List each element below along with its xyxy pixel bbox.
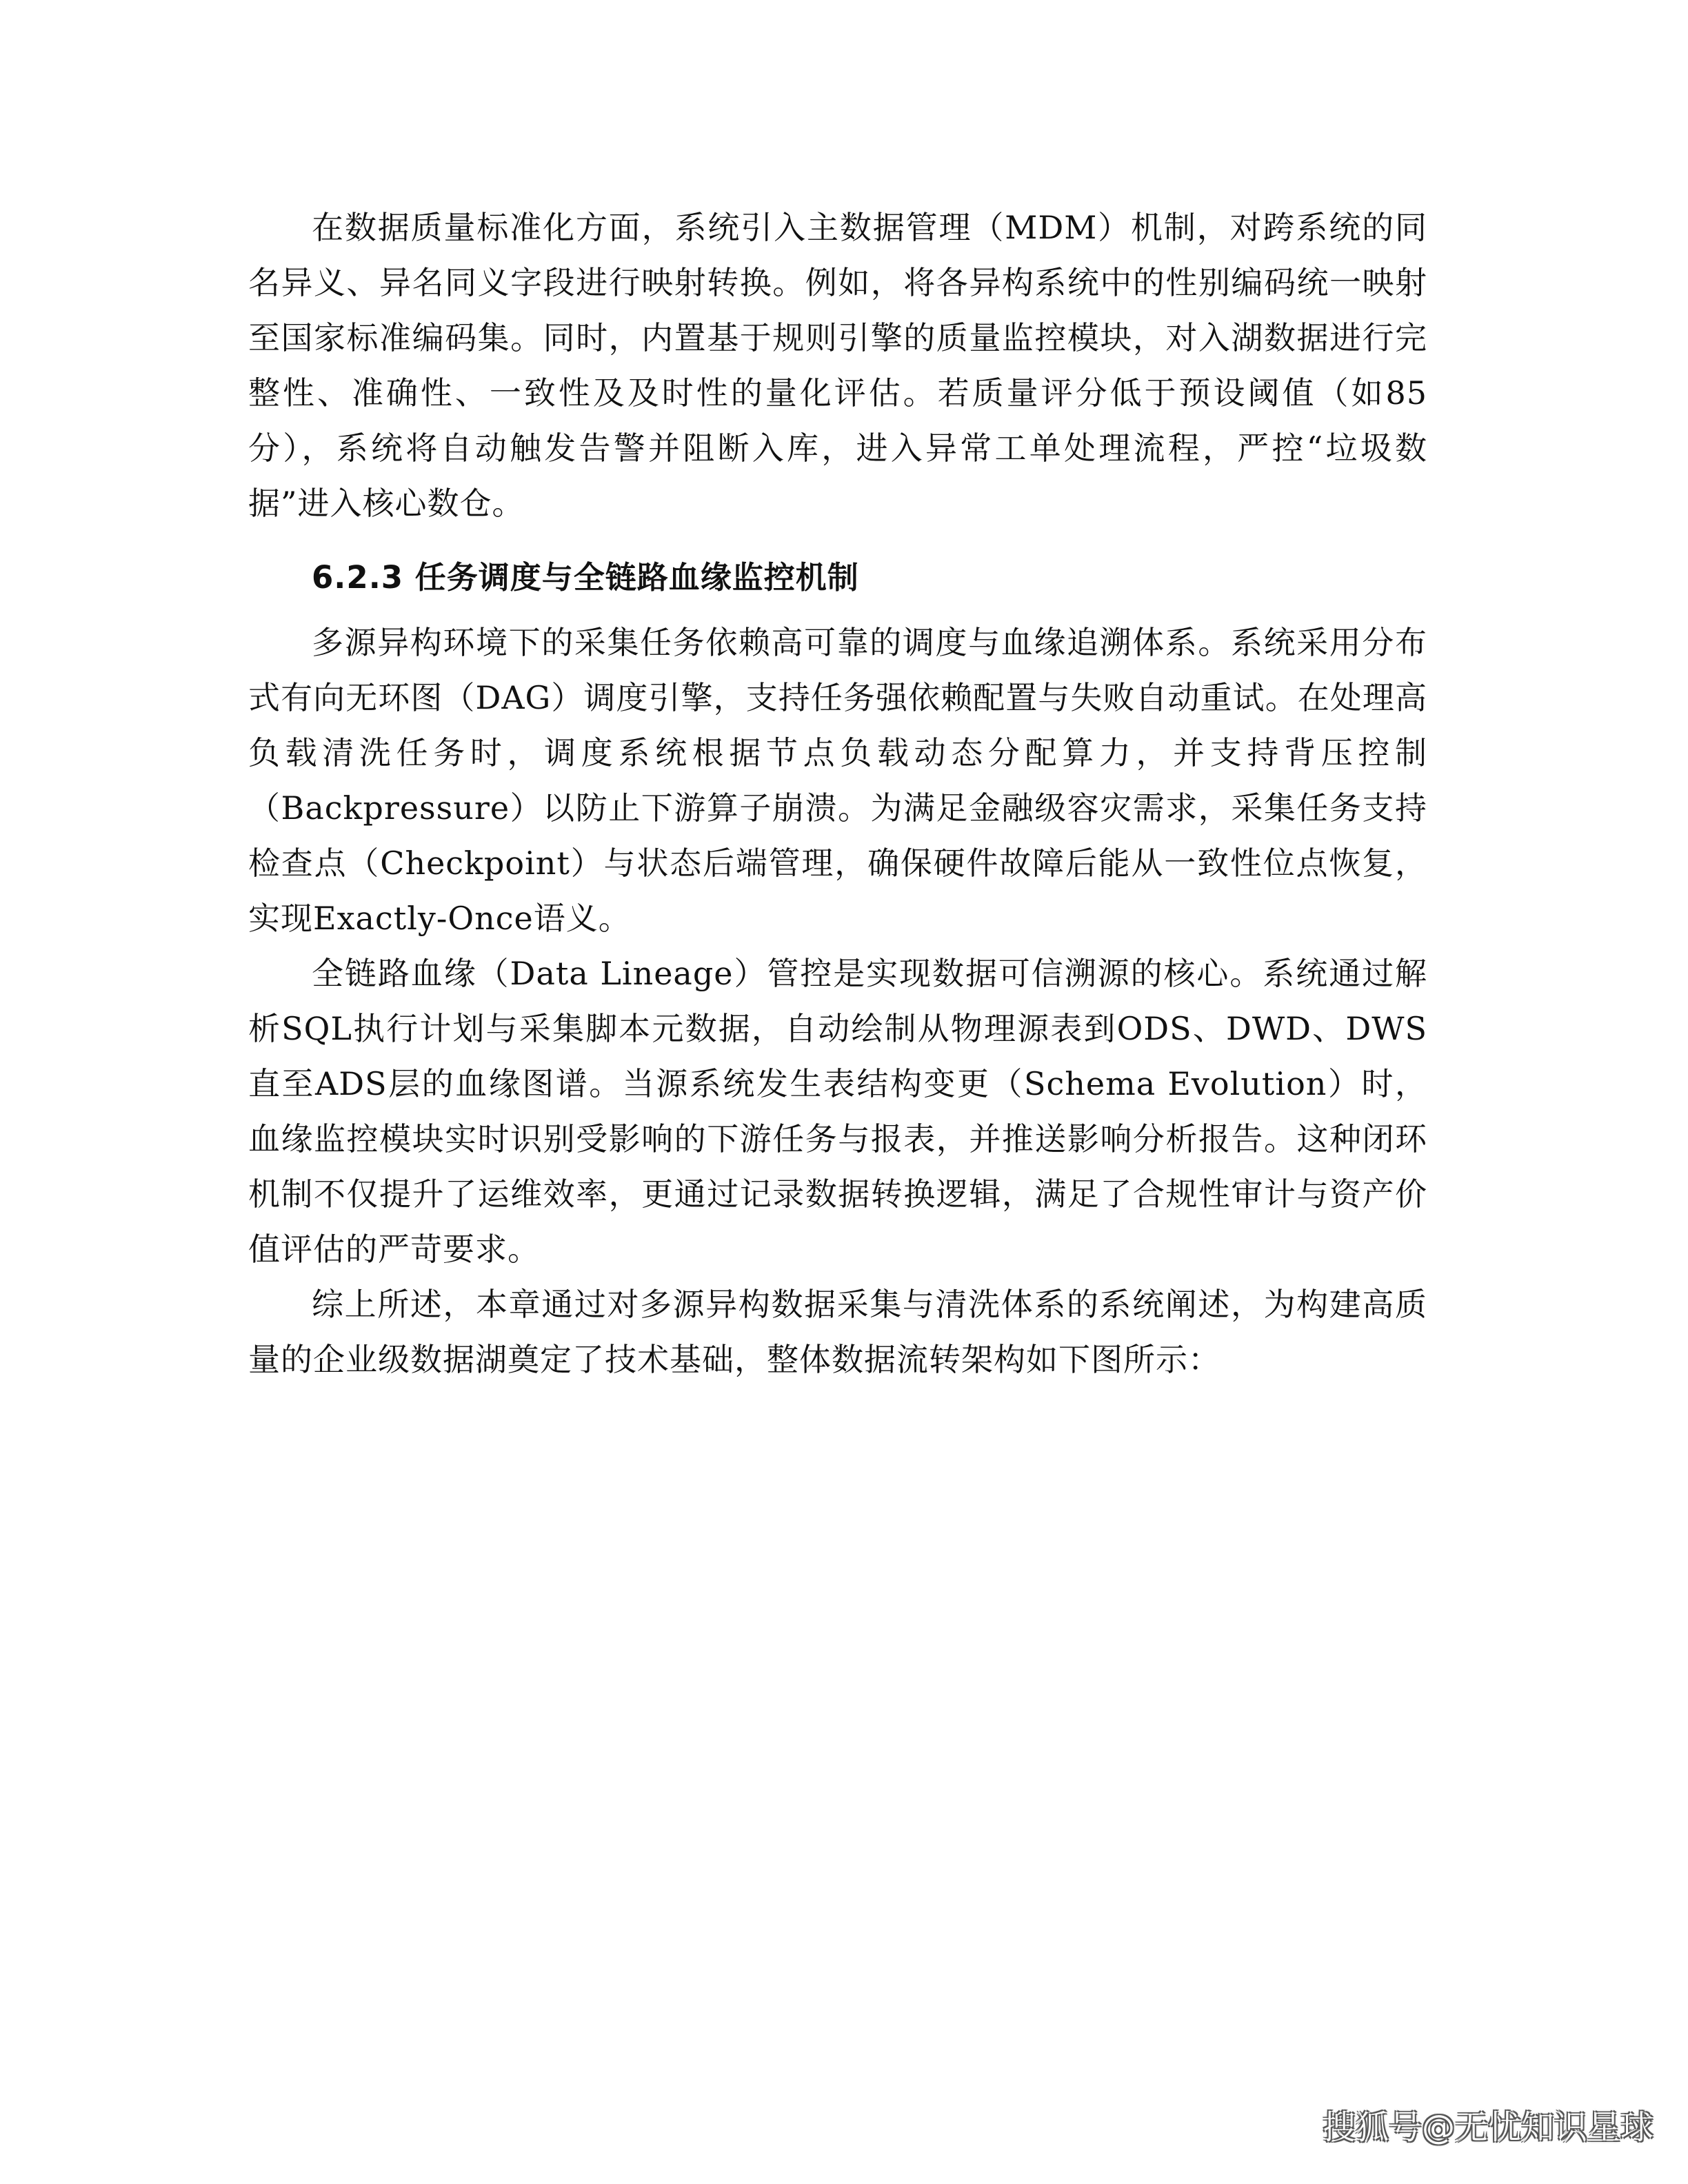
section-heading: 6.2.3 任务调度与全链路血缘监控机制 xyxy=(312,559,859,596)
paragraph-data-quality: 在数据质量标准化方面，系统引入主数据管理（MDM）机制，对跨系统的同名异义、异名同义字段进行映射转换。例如，将各异构系统中的性别编码统一映射至国家标准编码集。同时，内置基于规则引擎的质量监控模块，对入湖数据进行完整性、准确性、一致性及及时性的量化评估。若质量评分低于预设阈值（如85分），系统将自动触发告警并阻断入库，进入异常工单处理流程，严控“垃圾数据”进入核心数仓。 xyxy=(248,209,1427,522)
paragraph-task-scheduling: 多源异构环境下的采集任务依赖高可靠的调度与血缘追溯体系。系统采用分布式有向无环图（DAG）调度引擎，支持任务强依赖配置与失败自动重试。在处理高负载清洗任务时，调度系统根据节点负载动态分配算力，并支持背压控制（Backpressure）以防止下游算子崩溃。为满足金融级容灾需求，采集任务支持检查点（Checkpoint）与状态后端管理，确保硬件故障后能从一致性位点恢复，实现Exactly-Once语义。 xyxy=(248,624,1427,937)
paragraph-summary: 综上所述，本章通过对多源异构数据采集与清洗体系的系统阐述，为构建高质量的企业级数据湖奠定了技术基础，整体数据流转架构如下图所示： xyxy=(248,1286,1427,1378)
document-body xyxy=(248,200,1427,1387)
paragraph-data-lineage: 全链路血缘（Data Lineage）管控是实现数据可信溯源的核心。系统通过解析SQL执行计划与采集脚本元数据，自动绘制从物理源表到ODS、DWD、DWS直至ADS层的血缘图谱。当源系统发生表结构变更（Schema Evolution）时，血缘监控模块实时识别受影响的下游任务与报表，并推送影响分析报告。这种闭环机制不仅提升了运维效率，更通过记录数据转换逻辑，满足了合规性审计与资产价值评估的严苛要求。 xyxy=(248,955,1427,1268)
watermark: 搜狐号@无忧知识星球 xyxy=(1322,2108,1654,2147)
